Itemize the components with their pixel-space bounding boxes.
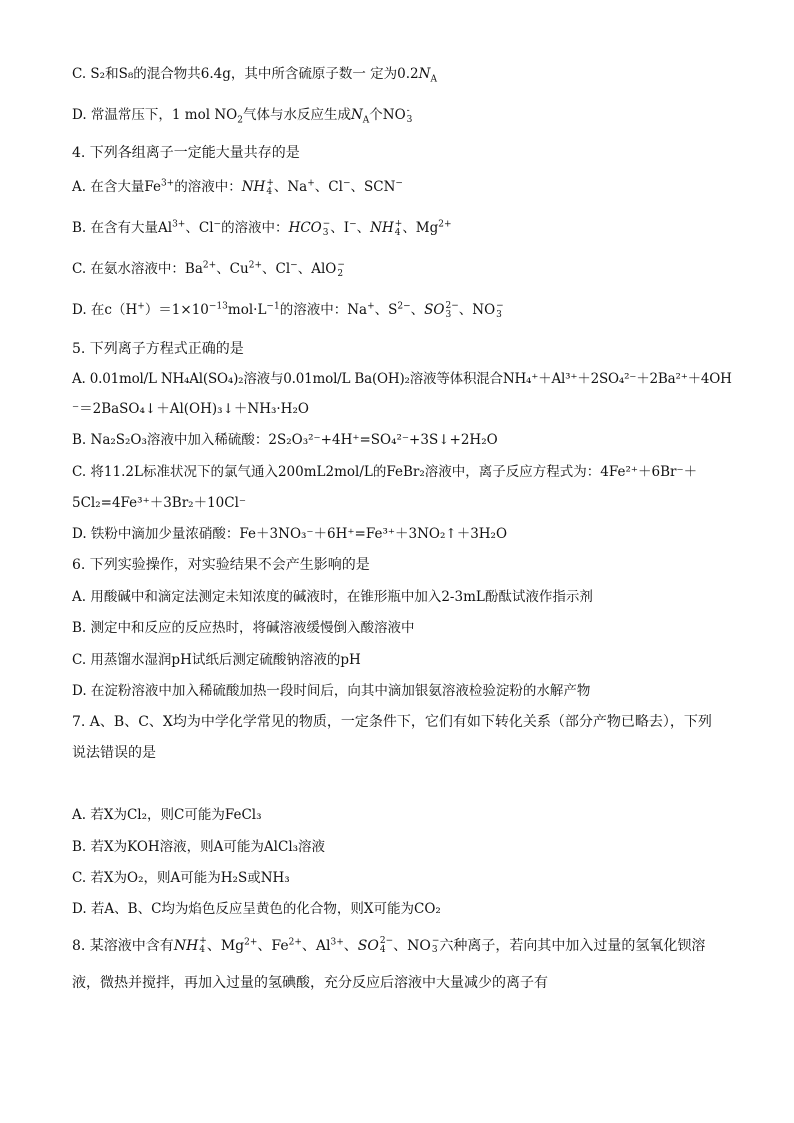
q4-stem: 4. 下列各组离子一定能大量共存的是 xyxy=(72,145,300,161)
q6-stem: 6. 下列实验操作，对实验结果不会产生影响的是 xyxy=(72,557,370,573)
q3-option-d: D. 常温常压下，1 mol $NO_2$气体与水反应生成$N_A$个NO - 3 xyxy=(72,105,413,126)
q7-stem-line2: 说法错误的是 xyxy=(72,745,156,761)
q5-stem: 5. 下列离子方程式正确的是 xyxy=(72,341,244,357)
q5-option-a-line2: ⁻＝2BaSO₄↓＋Al(OH)₃↓＋NH₃·H₂O xyxy=(72,401,309,417)
q8-stem-line2: 液，微热并搅拌，再加入过量的氢碘酸，充分反应后溶液中大量减少的离子有 xyxy=(72,975,548,991)
q5-option-b: B. Na₂S₂O₃溶液中加入稀硫酸：2S₂O₃²⁻+4H⁺=SO₄²⁻+3S↓+2H₂O xyxy=(72,432,498,448)
q6-option-a: A. 用酸碱中和滴定法测定未知浓度的碱液时，在锥形瓶中加入2-3mL酚酞试液作指示剂 xyxy=(72,589,593,605)
q4-option-b: B. 在含有大量$Al^{3+}$、Cl−的溶液中：HCO − 3 、I−、NH + 4 、$Mg^{2+}$ xyxy=(72,218,452,238)
q7-option-d: D. 若A、B、C均为焰色反应呈黄色的化合物，则X可能为CO₂ xyxy=(72,901,441,917)
q4-option-c: C. 在氨水溶液中：$Ba^{2+}$、$Cu^{2+}$、Cl−、AlO − 2 xyxy=(72,259,345,279)
q7-option-a: A. 若X为Cl₂，则C可能为FeCl₃ xyxy=(72,807,262,823)
q4-option-a: A. 在含大量$Fe^{3+}$的溶液中：NH + 4 、Na+、Cl−、SCN− xyxy=(72,177,403,197)
q4-option-d: D. 在$c(H^+)=1\times 10^{-13}mol\cdot L^{-1}$的溶液中：Na+、$S^{2-}$、SO 2− 3 、NO − 3 xyxy=(72,300,504,320)
q6-option-c: C. 用蒸馏水湿润pH试纸后测定硫酸钠溶液的pH xyxy=(72,652,361,668)
q6-option-b: B. 测定中和反应的反应热时，将碱溶液缓慢倒入酸溶液中 xyxy=(72,620,415,636)
q8-stem-line1: 8. 某溶液中含有NH + 4 、$Mg^{2+}$、$Fe^{2+}$、$Al^{3+}$、SO 2− 4 、NO − 3 六种离子，若向其中加入过量的氢氧化钡溶 xyxy=(72,936,706,955)
q7-stem-line1: 7. A、B、C、X均为中学化学常见的物质，一定条件下，它们有如下转化关系（部分产物已略去），下列 xyxy=(72,714,712,730)
q7-option-c: C. 若X为O₂，则A可能为H₂S或NH₃ xyxy=(72,870,290,886)
q7-option-b: B. 若X为KOH溶液，则A可能为AlCl₃溶液 xyxy=(72,839,326,855)
q5-option-c-line1: C. 将11.2L标准状况下的氯气通入200mL2mol/L的FeBr₂溶液中，离子反应方程式为：4Fe²⁺＋6Br⁻＋ xyxy=(72,464,698,480)
q3-option-c: C. S₂和S₈的混合物共6.4g，其中所含硫原子数一 定为$0.2N_A$ xyxy=(72,66,437,85)
q5-option-a-line1: A. 0.01mol/L NH₄Al(SO₄)₂溶液与0.01mol/L Ba(OH)₂溶液等体积混合NH₄⁺＋Al³⁺＋2SO₄²⁻＋2Ba²⁺＋4OH xyxy=(72,371,732,387)
q5-option-d: D. 铁粉中滴加少量浓硝酸：Fe＋3NO₃⁻＋6H⁺=Fe³⁺＋3NO₂↑＋3H₂O xyxy=(72,526,508,542)
q5-option-c-line2: 5Cl₂=4Fe³⁺＋3Br₂＋10Cl⁻ xyxy=(72,495,247,511)
q6-option-d: D. 在淀粉溶液中加入稀硫酸加热一段时间后，向其中滴加银氨溶液检验淀粉的水解产物 xyxy=(72,683,591,699)
